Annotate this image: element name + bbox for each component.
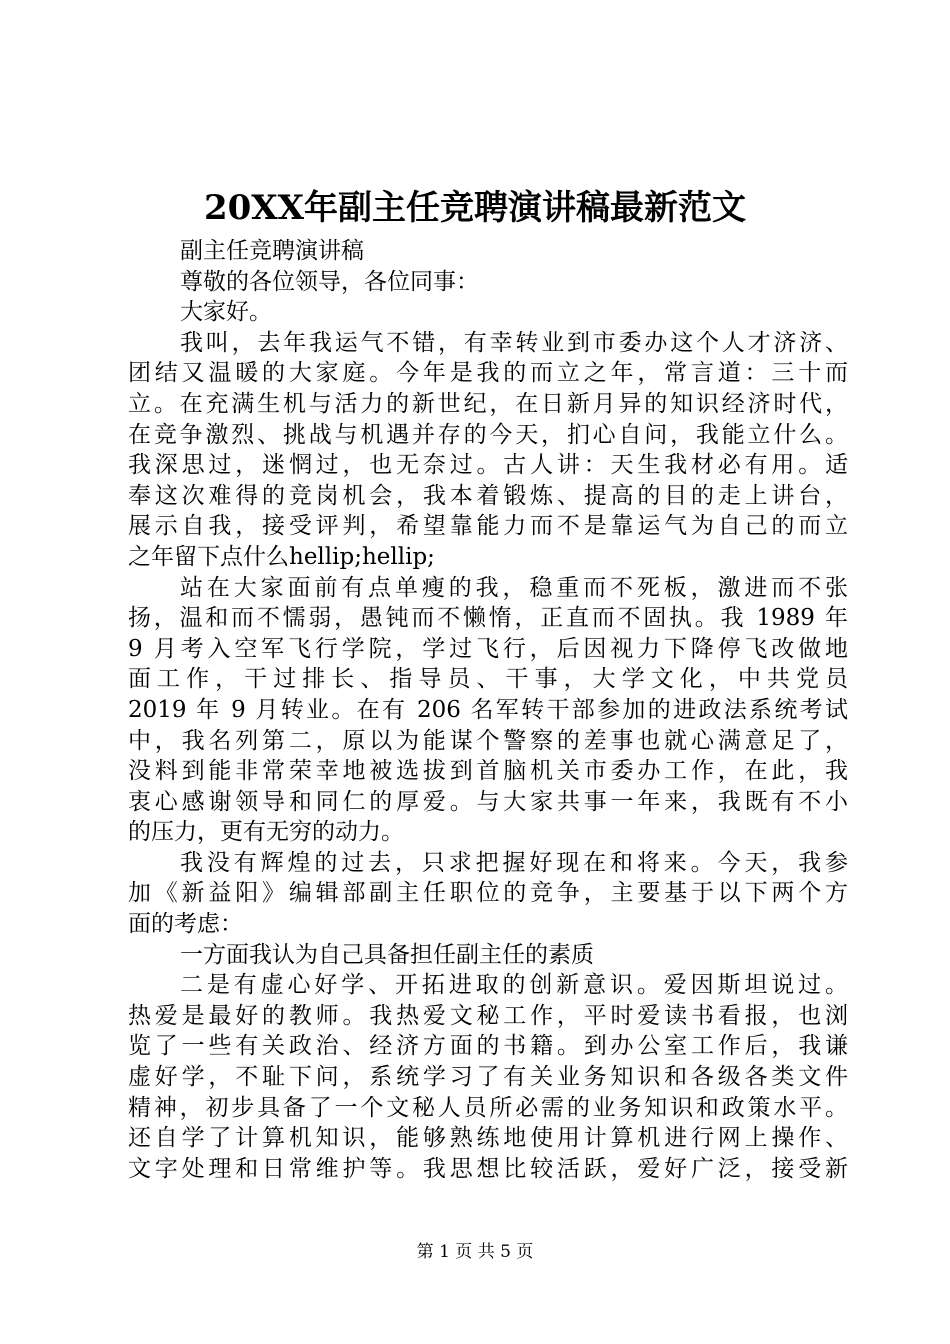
text-line: 我叫，去年我运气不错，有幸转业到市委办这个人才济济、 <box>180 329 848 356</box>
text-line: 二是有虚心好学、开拓进取的创新意识。爱因斯坦说过。 <box>180 972 848 999</box>
text-line: 热爱是最好的教师。我热爱文秘工作，平时爱读书看报，也浏 <box>128 1002 848 1029</box>
text-line: 尊敬的各位领导，各位同事： <box>180 268 479 295</box>
text-line: 在竞争激烈、挑战与机遇并存的今天，扪心自问，我能立什么。 <box>128 421 848 448</box>
text-line: 2019 年 9 月转业。在有 206 名军转干部参加的进政法系统考试 <box>128 696 848 723</box>
text-line: 加《新益阳》编辑部副主任职位的竞争，主要基于以下两个方 <box>128 880 848 907</box>
text-line: 中，我名列第二，原以为能谋个警察的差事也就心满意足了， <box>128 727 848 754</box>
text-line: 一方面我认为自己具备担任副主任的素质 <box>180 941 594 968</box>
text-line: 文字处理和日常维护等。我思想比较活跃，爱好广泛，接受新 <box>128 1155 848 1182</box>
text-line: 之年留下点什么hellip;hellip; <box>128 543 435 570</box>
text-line: 衷心感谢领导和同仁的厚爱。与大家共事一年来，我既有不小 <box>128 788 848 815</box>
text-line: 面工作，干过排长、指导员、干事，大学文化，中共党员 <box>128 666 848 693</box>
text-line: 的压力，更有无穷的动力。 <box>128 819 404 846</box>
text-line: 还自学了计算机知识，能够熟练地使用计算机进行网上操作、 <box>128 1125 848 1152</box>
text-line: 站在大家面前有点单瘦的我，稳重而不死板，激进而不张 <box>180 574 848 601</box>
text-line: 精神，初步具备了一个文秘人员所必需的业务知识和政策水平。 <box>128 1094 848 1121</box>
text-line: 面的考虑： <box>128 911 243 938</box>
text-line: 我深思过，迷惘过，也无奈过。古人讲：天生我材必有用。适 <box>128 452 848 479</box>
document-title: 20XX年副主任竞聘演讲稿最新范文 <box>203 188 747 228</box>
text-line: 我没有辉煌的过去，只求把握好现在和将来。今天，我参 <box>180 849 848 876</box>
page-footer: 第 1 页 共 5 页 <box>416 1242 534 1262</box>
text-line: 奉这次难得的竞岗机会，我本着锻炼、提高的目的走上讲台， <box>128 482 848 509</box>
text-line: 没料到能非常荣幸地被选拔到首脑机关市委办工作，在此，我 <box>128 758 848 785</box>
text-line: 虚好学，不耻下问，系统学习了有关业务知识和各级各类文件 <box>128 1064 848 1091</box>
text-line: 立。在充满生机与活力的新世纪，在日新月异的知识经济时代， <box>128 390 848 417</box>
text-line: 副主任竞聘演讲稿 <box>180 238 364 264</box>
text-line: 扬，温和而不懦弱，愚钝而不懒惰，正直而不固执。我 1989 年 <box>128 605 848 632</box>
text-line: 团结又温暖的大家庭。今年是我的而立之年，常言道：三十而 <box>128 360 848 387</box>
text-line: 展示自我，接受评判，希望靠能力而不是靠运气为自己的而立 <box>128 513 848 540</box>
text-line: 览了一些有关政治、经济方面的书籍。到办公室工作后，我谦 <box>128 1033 848 1060</box>
text-line: 9 月考入空军飞行学院，学过飞行，后因视力下降停飞改做地 <box>128 635 848 662</box>
text-line: 大家好。 <box>180 299 272 326</box>
document-body <box>128 236 848 1184</box>
